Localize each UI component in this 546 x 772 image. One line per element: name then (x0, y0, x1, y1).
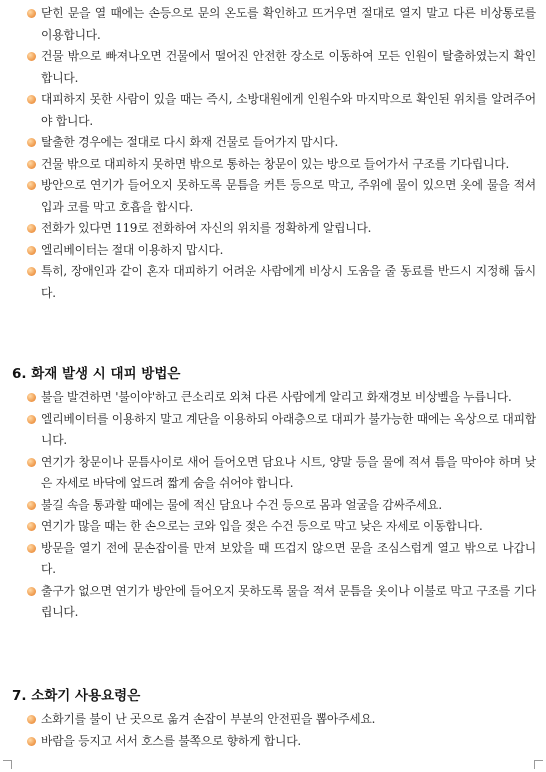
list-item: 대피하지 못한 사람이 있을 때는 즉시, 소방대원에게 인원수와 마지막으로 확인된 위치를 알려주어야 합니다. (0, 89, 546, 132)
extinguisher-section (0, 683, 546, 752)
list-item: 방문을 열기 전에 문손잡이를 만져 보았을 때 뜨겁지 않으면 문을 조심스럽게 열고 밖으로 나갑니다. (0, 538, 546, 581)
bullet-icon (27, 160, 36, 169)
bullet-icon (27, 587, 36, 596)
evacuation-list (0, 387, 546, 624)
bullet-icon (27, 138, 36, 147)
section-heading: 7. 소화기 사용요령은 (12, 688, 141, 704)
bullet-icon (27, 415, 36, 424)
list-item: 건물 밖으로 빠져나오면 건물에서 떨어진 안전한 장소로 이동하여 모든 인원이 탈출하였는지 확인합니다. (0, 46, 546, 89)
page-corner-mark (534, 760, 543, 769)
list-item: 엘리베이터는 절대 이용하지 맙시다. (0, 240, 546, 262)
section-heading: 6. 화재 발생 시 대피 방법은 (12, 366, 181, 382)
bullet-icon (27, 522, 36, 531)
list-item: 전화가 있다면 119로 전화하여 자신의 위치를 정확하게 알립니다. (0, 218, 546, 240)
bullet-icon (27, 246, 36, 255)
list-item: 바람을 등지고 서서 호스를 불쪽으로 향하게 합니다. (0, 731, 546, 753)
list-item: 특히, 장애인과 같이 혼자 대피하기 어려운 사람에게 비상시 도움을 줄 동료를 반드시 지정해 둡시다. (0, 261, 546, 304)
fire-evacuation-section (0, 361, 546, 624)
list-item: 연기가 많을 때는 한 손으로는 코와 입을 젖은 수건 등으로 막고 낮은 자세로 이동합니다. (0, 516, 546, 538)
bullet-icon (27, 9, 36, 18)
list-item: 불길 속을 통과할 때에는 물에 적신 담요나 수건 등으로 몸과 얼굴을 감싸주세요. (0, 495, 546, 517)
fire-escape-list (0, 3, 546, 304)
list-item: 연기가 창문이나 문틈사이로 새어 들어오면 담요나 시트, 양말 등을 물에 적셔 틈을 막아야 하며 낮은 자세로 바닥에 엎드려 짧게 숨을 쉬어야 합니다. (0, 452, 546, 495)
bullet-icon (27, 267, 36, 276)
bullet-icon (27, 544, 36, 553)
bullet-icon (27, 501, 36, 510)
list-item: 방안으로 연기가 들어오지 못하도록 문틈을 커튼 등으로 막고, 주위에 물이 있으면 옷에 물을 적셔 입과 코를 막고 호흡을 합시다. (0, 175, 546, 218)
list-item: 소화기를 불이 난 곳으로 옮겨 손잡이 부분의 안전핀을 뽑아주세요. (0, 709, 546, 731)
bullet-icon (27, 52, 36, 61)
page-corner-mark (3, 760, 12, 769)
list-item: 불을 발견하면 '불이야'하고 큰소리로 외쳐 다른 사람에게 알리고 화재경보 비상벨을 누릅니다. (0, 387, 546, 409)
bullet-icon (27, 458, 36, 467)
list-item: 건물 밖으로 대피하지 못하면 밖으로 통하는 창문이 있는 방으로 들어가서 구조를 기다립니다. (0, 154, 546, 176)
bullet-icon (27, 181, 36, 190)
extinguisher-list (0, 709, 546, 752)
bullet-icon (27, 95, 36, 104)
list-item: 닫힌 문을 열 때에는 손등으로 문의 온도를 확인하고 뜨거우면 절대로 열지 말고 다른 비상통로를 이용합니다. (0, 3, 546, 46)
list-item: 출구가 없으면 연기가 방안에 들어오지 못하도록 물을 적셔 문틈을 옷이나 이불로 막고 구조를 기다립니다. (0, 581, 546, 624)
bullet-icon (27, 224, 36, 233)
fire-escape-section (0, 3, 546, 304)
bullet-icon (27, 715, 36, 724)
bullet-icon (27, 393, 36, 402)
bullet-icon (27, 737, 36, 746)
list-item: 탈출한 경우에는 절대로 다시 화재 건물로 들어가지 맙시다. (0, 132, 546, 154)
list-item: 엘리베이터를 이용하지 말고 계단을 이용하되 아래층으로 대피가 불가능한 때에는 옥상으로 대피합니다. (0, 409, 546, 452)
